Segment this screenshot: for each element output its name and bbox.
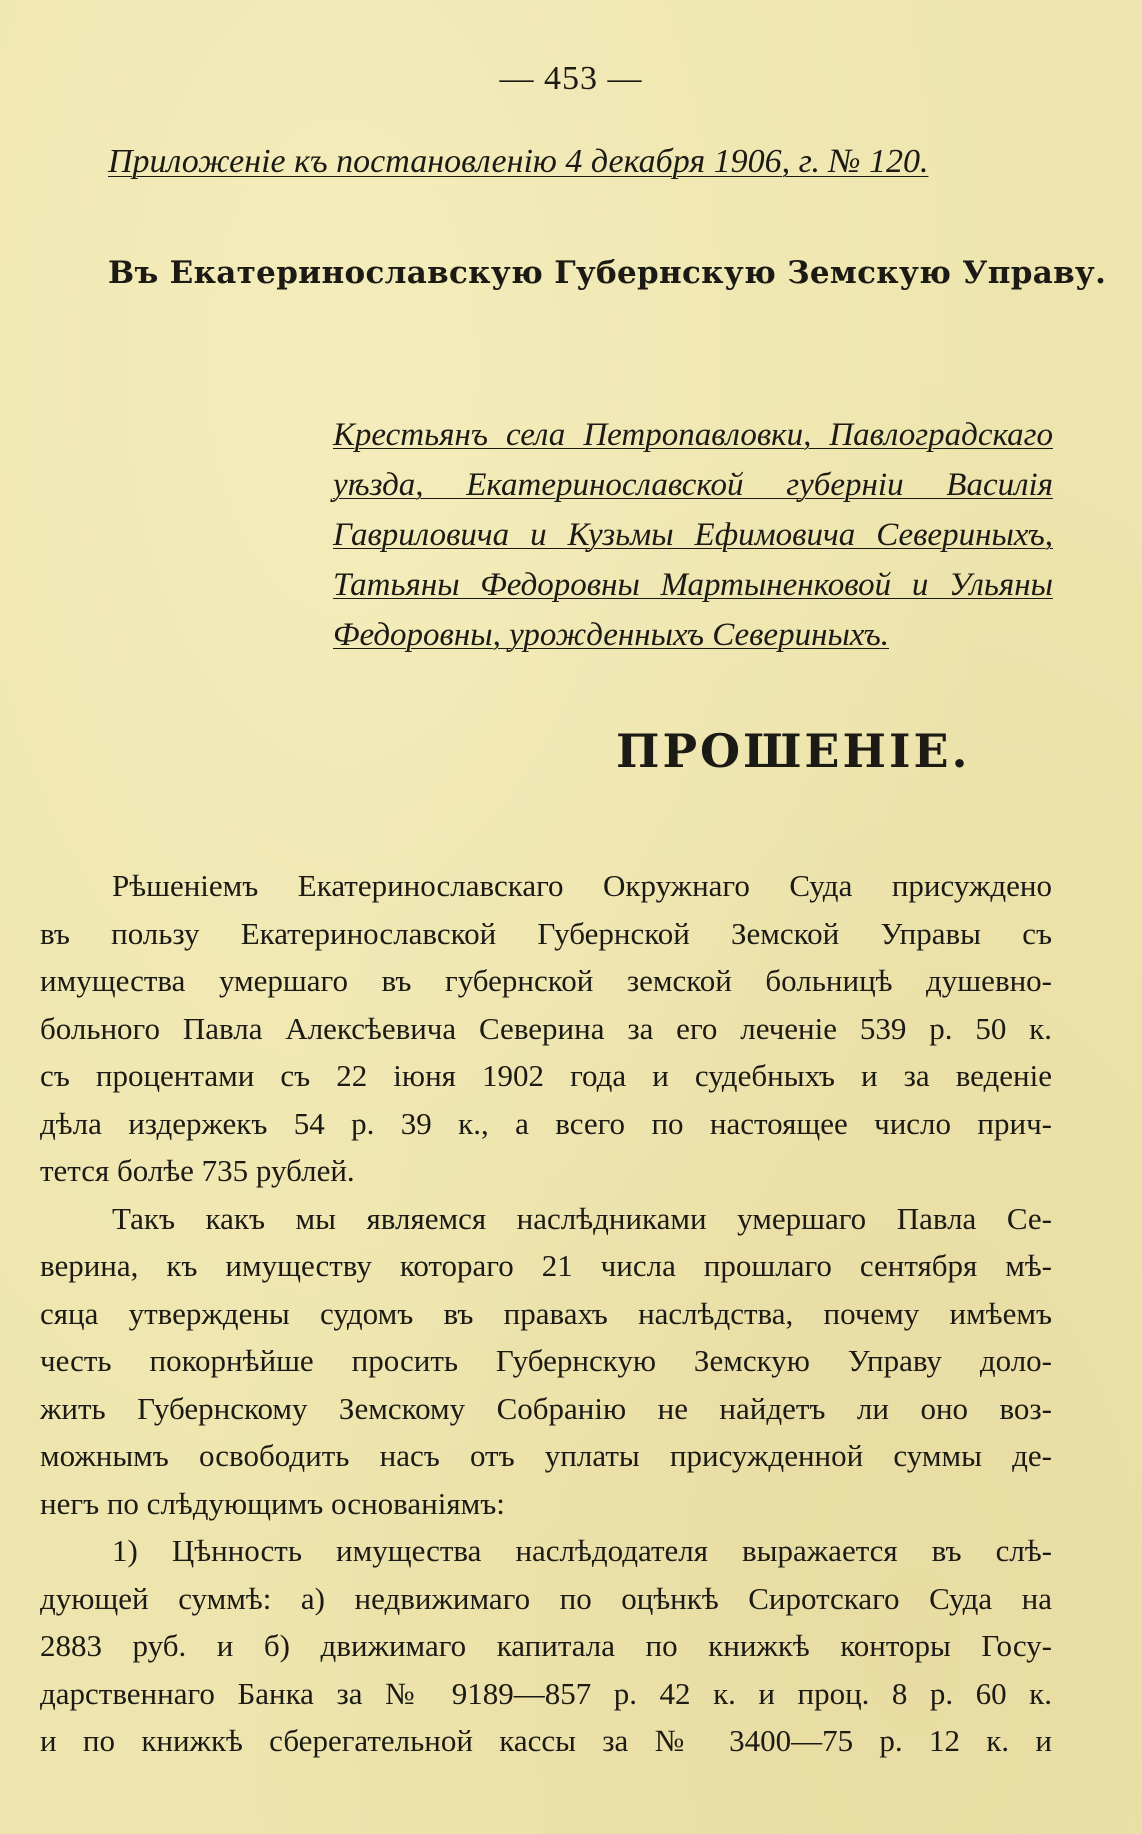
- text-line: верина, къ имуществу котораго 21 числа прошлаго сентября мѣ-: [40, 1248, 1052, 1283]
- text-line: негъ по слѣдующимъ основаніямъ:: [40, 1485, 505, 1521]
- text-line: дарственнаго Банка за № 9189—857 р. 42 к. и проц. 8 р. 60 к.: [40, 1675, 1052, 1711]
- text-line: Такъ какъ мы являемся наслѣдниками умершаго Павла Се-: [112, 1200, 1052, 1236]
- petitioners-block: [333, 410, 1053, 660]
- text-line: жить Губернскому Земскому Собранію не найдетъ ли оно воз-: [40, 1390, 1052, 1426]
- petitioners-line: уѣзда, Екатеринославской губерніи Василія: [333, 467, 1053, 503]
- paragraph: [40, 862, 1052, 1195]
- petitioners-line: Крестьянъ села Петропавловки, Павлоградскаго: [333, 417, 1053, 453]
- petitioners-line: Татьяны Федоровны Мартыненковой и Ульяны: [333, 567, 1053, 603]
- text-line: честь покорнѣйше просить Губернскую Земскую Управу доло-: [40, 1343, 1052, 1378]
- text-line: сяца утверждены судомъ въ правахъ наслѣдства, почему имѣемъ: [40, 1295, 1052, 1331]
- text-line: дующей суммѣ: а) недвижимаго по оцѣнкѣ Сиротскаго Суда на: [40, 1580, 1052, 1616]
- text-line: Рѣшеніемъ Екатеринославскаго Окружнаго Суда присуждено: [112, 868, 1052, 903]
- document-title: ПРОШЕНІЕ.: [616, 724, 971, 778]
- text-line: можнымъ освободить насъ отъ уплаты присужденной суммы де-: [40, 1438, 1052, 1473]
- paragraph: [40, 1527, 1052, 1765]
- text-line: тется болѣе 735 рублей.: [40, 1153, 355, 1188]
- text-line: больного Павла Алексѣевича Северина за его леченіе 539 р. 50 к.: [40, 1010, 1052, 1046]
- text-line: въ пользу Екатеринославской Губернской Земской Управы съ: [40, 915, 1052, 951]
- text-line: дѣла издержекъ 54 р. 39 к., а всего по настоящее число прич-: [40, 1105, 1052, 1141]
- text-line: имущества умершаго въ губернской земской больницѣ душевно-: [40, 963, 1052, 998]
- appendix-heading: Приложеніе къ постановленію 4 декабря 1906, г. № 120.: [108, 143, 929, 180]
- petitioners-line: Гавриловича и Кузьмы Ефимовича Севериныхъ,: [333, 517, 1053, 553]
- text-line: съ процентами съ 22 іюня 1902 года и судебныхъ и за веденіе: [40, 1058, 1052, 1093]
- text-line: 1) Цѣнность имущества наслѣдодателя выражается въ слѣ-: [112, 1533, 1052, 1568]
- body-text: [40, 862, 1052, 1765]
- paragraph: [40, 1195, 1052, 1528]
- page-number: — 453 —: [499, 60, 643, 97]
- addressee-line: Въ Екатеринославскую Губернскую Земскую Управу.: [108, 255, 1107, 291]
- text-line: и по книжкѣ сберегательной кассы за № 3400—75 р. 12 к. и: [40, 1723, 1052, 1758]
- text-line: 2883 руб. и б) движимаго капитала по книжкѣ конторы Госу-: [40, 1628, 1052, 1663]
- petitioners-line: Федоровны, урожденныхъ Севериныхъ.: [333, 617, 890, 653]
